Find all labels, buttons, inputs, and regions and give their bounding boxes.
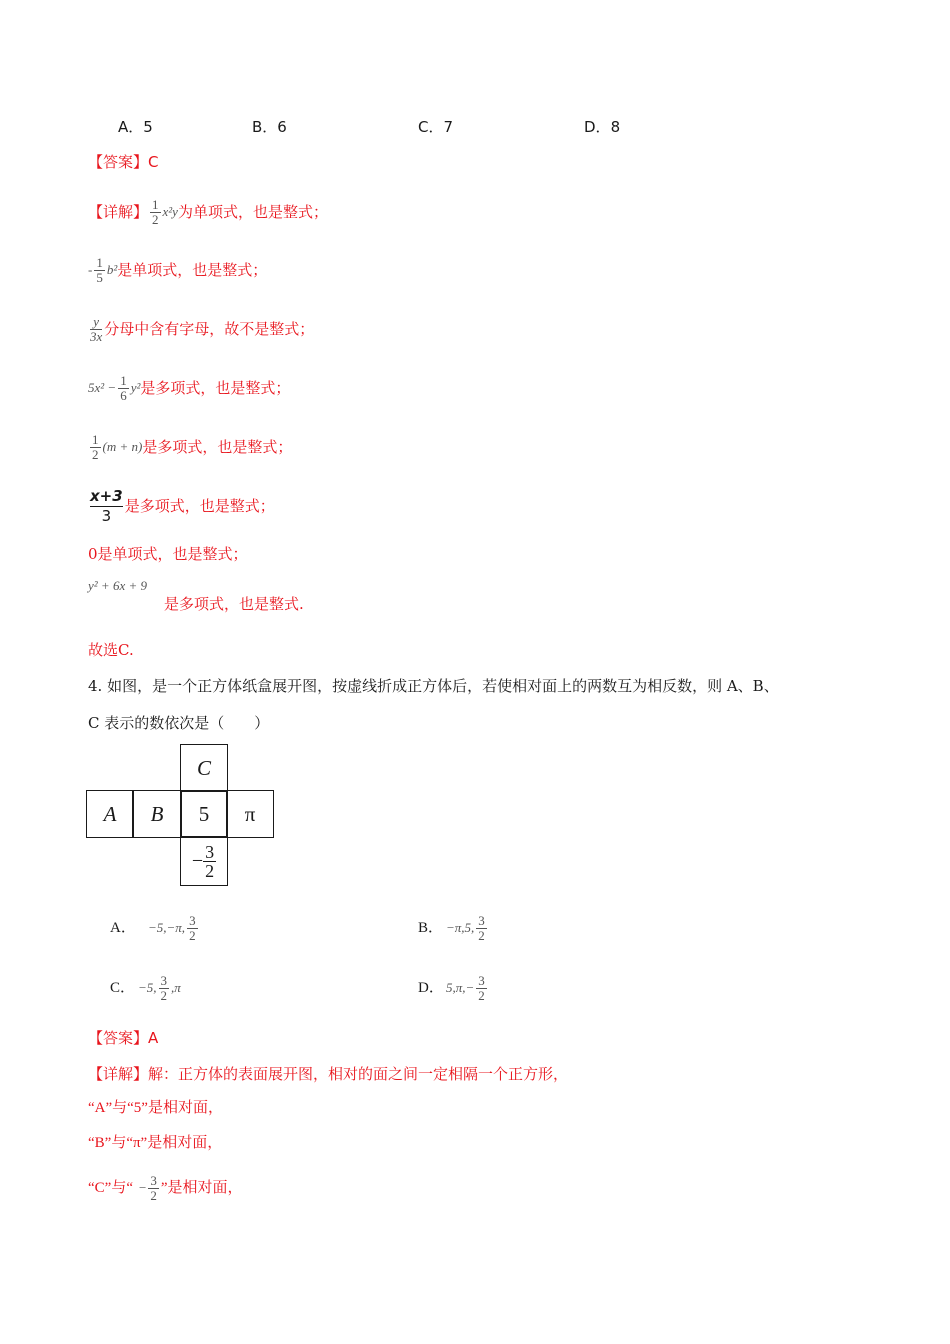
denominator: 2 bbox=[205, 860, 215, 881]
numerator: 1 bbox=[96, 254, 103, 270]
question-stem-line-1: 4. 如图，是一个正方体纸盒展开图，按虚线折成正方体后，若使相对面上的两数互为相反数，则 A、B、 bbox=[88, 677, 779, 695]
fraction bbox=[90, 487, 123, 526]
detail-text: 是单项式，也是整式； bbox=[117, 261, 268, 279]
math-term: x²y bbox=[162, 204, 178, 219]
denominator: 3 bbox=[101, 506, 112, 525]
numerator: 3 bbox=[205, 841, 215, 862]
detail-text: 分母中含有字母，故不是整式； bbox=[104, 320, 315, 338]
numerator: 1 bbox=[92, 431, 99, 447]
detail-text: ”是相对面， bbox=[160, 1180, 243, 1196]
detail-text: 是多项式，也是整式； bbox=[124, 497, 275, 515]
math-term: y² bbox=[130, 380, 141, 395]
option-value: 6 bbox=[277, 118, 287, 136]
fraction bbox=[90, 433, 101, 462]
math-expression: −5, bbox=[138, 980, 157, 995]
denominator: 2 bbox=[152, 211, 159, 227]
fraction bbox=[148, 1174, 159, 1203]
fraction bbox=[90, 315, 102, 344]
cell-label: π bbox=[244, 801, 256, 826]
denominator: 2 bbox=[189, 927, 196, 943]
option-letter: C． bbox=[110, 980, 136, 996]
fraction bbox=[187, 914, 198, 943]
denominator: 2 bbox=[478, 987, 485, 1003]
numerator: 3 bbox=[150, 1172, 157, 1188]
cell-label: C bbox=[196, 755, 211, 780]
denominator: 2 bbox=[150, 1187, 157, 1203]
math-term: 5x² − bbox=[88, 380, 117, 395]
q4-detail-line-3: “B”与“π”是相对面， bbox=[88, 1135, 223, 1151]
option-b bbox=[252, 117, 287, 137]
detail-line-3 bbox=[88, 309, 314, 349]
detail-line-2 bbox=[88, 250, 267, 290]
option-value: 8 bbox=[610, 118, 621, 136]
net-cell-pi bbox=[226, 790, 274, 838]
answer-value: A bbox=[148, 1029, 159, 1047]
net-cell-a bbox=[86, 790, 134, 838]
denominator: 6 bbox=[120, 387, 127, 403]
cell-label: B bbox=[150, 801, 164, 826]
numerator: 3 bbox=[478, 972, 485, 988]
math-expression: −π,5, bbox=[446, 920, 475, 935]
option-d bbox=[584, 117, 620, 137]
fraction bbox=[476, 974, 487, 1003]
numerator: 3 bbox=[478, 912, 485, 928]
minus-sign: − bbox=[191, 849, 204, 872]
denominator: 2 bbox=[478, 927, 485, 943]
option-value: 5 bbox=[143, 118, 153, 136]
detail-text: 是多项式，也是整式； bbox=[140, 379, 291, 397]
option-letter: A． bbox=[118, 118, 144, 136]
q4-detail-line-1 bbox=[88, 1064, 568, 1084]
detail-tag: 【详解】 bbox=[88, 1065, 149, 1083]
denominator: 5 bbox=[96, 269, 103, 285]
option-letter: D． bbox=[418, 980, 444, 996]
cell-label: A bbox=[103, 801, 117, 826]
option-a bbox=[118, 117, 153, 137]
numerator: y bbox=[90, 315, 102, 330]
math-expression: ,π bbox=[171, 980, 181, 995]
q4-option-d bbox=[418, 968, 489, 1008]
q4-detail-line-2: “A”与“5”是相对面， bbox=[88, 1100, 223, 1116]
math-expression: 5,π,− bbox=[446, 980, 475, 995]
math-expression: −5,−π, bbox=[148, 920, 186, 935]
fraction bbox=[159, 974, 170, 1003]
detail-line-1 bbox=[88, 192, 328, 232]
detail-tag: 【详解】 bbox=[88, 203, 149, 221]
q4-option-c bbox=[110, 968, 181, 1008]
answer-value: C bbox=[148, 153, 159, 171]
detail-text: 是多项式，也是整式； bbox=[142, 438, 293, 456]
option-letter: B． bbox=[418, 920, 444, 936]
denominator: 3x bbox=[90, 328, 103, 344]
numerator: x+3 bbox=[90, 486, 123, 505]
fraction bbox=[94, 256, 105, 285]
math-term: (m + n) bbox=[102, 439, 143, 454]
numerator: 3 bbox=[189, 912, 196, 928]
detail-line-4 bbox=[88, 368, 290, 408]
net-cell-five bbox=[180, 790, 228, 838]
cube-net-figure bbox=[86, 744, 276, 886]
option-value: 7 bbox=[443, 118, 454, 136]
q4-option-a bbox=[110, 908, 200, 948]
option-letter: C． bbox=[418, 118, 444, 136]
q3-answer bbox=[88, 152, 159, 172]
fraction bbox=[203, 843, 216, 880]
option-letter: A． bbox=[110, 920, 136, 936]
math-expression: y² + 6x + 9 bbox=[88, 578, 147, 593]
option-letter: D． bbox=[584, 118, 611, 136]
detail-line-7 bbox=[88, 544, 248, 564]
detail-line-5 bbox=[88, 427, 292, 467]
denominator: 2 bbox=[160, 987, 168, 1003]
cell-label: 5 bbox=[198, 801, 210, 826]
math-term: b² bbox=[106, 262, 118, 277]
conclusion: 故选C. bbox=[88, 641, 134, 659]
q4-answer bbox=[88, 1028, 158, 1048]
detail-text: 解：正方体的表面展开图，相对的面之间一定相隔一个正方形， bbox=[148, 1065, 569, 1083]
numerator: 1 bbox=[120, 372, 127, 388]
fraction bbox=[118, 374, 129, 403]
detail-line-8 bbox=[88, 578, 488, 614]
detail-text: 为单项式，也是整式； bbox=[177, 203, 328, 221]
net-cell-b bbox=[132, 790, 182, 838]
net-cell-c bbox=[180, 744, 228, 792]
detail-line-6 bbox=[88, 484, 275, 528]
detail-text: 0是单项式，也是整式； bbox=[88, 545, 248, 563]
q4-detail-line-4 bbox=[88, 1168, 243, 1208]
fraction bbox=[476, 914, 487, 943]
numerator: 3 bbox=[160, 972, 168, 988]
math-sign: - bbox=[88, 262, 93, 277]
question-stem-line-2: C 表示的数依次是（ ） bbox=[88, 714, 270, 732]
answer-tag: 【答案】 bbox=[88, 153, 149, 171]
option-c bbox=[418, 117, 453, 137]
numerator: 1 bbox=[152, 196, 159, 212]
detail-text: 是多项式，也是整式. bbox=[164, 595, 304, 613]
detail-text: “C”与“ bbox=[88, 1180, 133, 1196]
option-letter: B． bbox=[252, 118, 278, 136]
minus-sign: − bbox=[138, 1180, 147, 1195]
answer-tag: 【答案】 bbox=[88, 1029, 149, 1047]
q4-option-b bbox=[418, 908, 489, 948]
net-cell-neg-fraction bbox=[180, 836, 228, 886]
denominator: 2 bbox=[92, 446, 99, 462]
fraction bbox=[150, 198, 161, 227]
